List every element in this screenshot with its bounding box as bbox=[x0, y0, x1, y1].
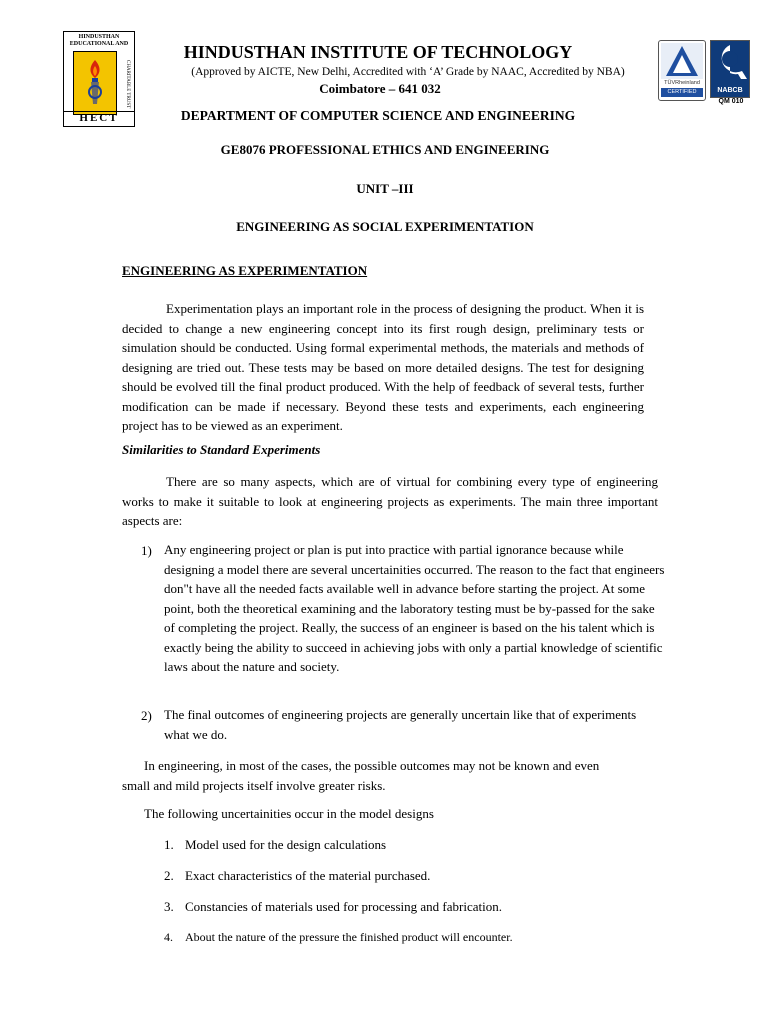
list-item: The final outcomes of engineering projects are generally uncertain like that of experiments what we do. bbox=[164, 707, 637, 742]
list-item bbox=[164, 899, 502, 915]
list-item-number: 2. bbox=[164, 868, 174, 883]
nabcb-text: NABCB bbox=[717, 87, 743, 94]
torch-emblem-icon bbox=[73, 51, 117, 115]
list-item-text: Constancies of materials used for processing and fabrication. bbox=[185, 899, 502, 914]
department-heading: DEPARTMENT OF COMPUTER SCIENCE AND ENGINEERING bbox=[180, 108, 576, 123]
topic-title: ENGINEERING AS SOCIAL EXPERIMENTATION bbox=[236, 219, 534, 234]
logo-top-text: HINDUSTHAN EDUCATIONAL AND bbox=[69, 34, 129, 47]
tuv-text: TÜVRheinland bbox=[664, 80, 700, 86]
uncertainties-intro: The following uncertainities occur in the model designs bbox=[144, 806, 434, 821]
q-mark-icon bbox=[711, 41, 749, 81]
city-line: Coimbatore – 641 032 bbox=[319, 81, 441, 96]
logo-bottom-text: HECT bbox=[64, 111, 134, 125]
course-title: GE8076 PROFESSIONAL ETHICS AND ENGINEERING bbox=[220, 142, 550, 157]
qm-code: QM 010 bbox=[718, 98, 744, 105]
tuv-triangle-icon bbox=[661, 43, 703, 79]
list-item bbox=[164, 837, 386, 853]
list-item-text: Exact characteristics of the material purchased. bbox=[185, 868, 431, 883]
list-item-number: 1) bbox=[141, 543, 152, 558]
unit-title: UNIT –III bbox=[356, 181, 414, 196]
aspects-intro-paragraph: There are so many aspects, which are of virtual for combining every type of engineering works to make it suitable to look at engineering projects as experiments. The main three important aspects are: bbox=[122, 474, 658, 528]
subsection-heading: Similarities to Standard Experiments bbox=[122, 442, 321, 457]
list-item-number: 2) bbox=[141, 708, 152, 723]
list-item-number: 3. bbox=[164, 899, 174, 914]
list-item-number: 4. bbox=[164, 930, 173, 944]
intro-paragraph: Experimentation plays an important role in the process of designing the product. When it is decided to change a new engineering concept into its first rough design, preliminary tests or simulation should be conducted. Using formal experimental methods, the materials and methods of designing are tried out. These tests may be based on more detailed designs. The test for designing should be evolved till the final product produced. With the help of feedback of several tests, further modification can be made if necessary. Beyond these tests and experiments, each engineering project has to be viewed as an experiment. bbox=[122, 301, 644, 433]
accreditation-line: (Approved by AICTE, New Delhi, Accredited with ‘A’ Grade by NAAC, Accredited by NBA) bbox=[191, 66, 625, 78]
list-item: Any engineering project or plan is put into practice with partial ignorance because while designing a model there are several uncertainities occurred. The reason to the fact that engineers don"t have all the needed facts available well in advance before starting the project. At some point, both the theoretical examining and the laboratory testing must be by-passed for the sake of completing the project. Really, the success of an engineer is based on the his talent which is exactly being the ability to succeed in achieving jobs with only a partial knowledge of scientific laws about the nature and society. bbox=[164, 542, 665, 674]
list-item bbox=[164, 930, 513, 945]
list-item bbox=[164, 868, 430, 884]
institute-name: HINDUSTHAN INSTITUTE OF TECHNOLOGY bbox=[183, 42, 573, 62]
tuv-certified-text: CERTIFIED bbox=[661, 88, 703, 97]
nabcb-logo bbox=[710, 40, 750, 98]
section-heading: ENGINEERING AS EXPERIMENTATION bbox=[122, 263, 368, 278]
list-item-number: 1. bbox=[164, 837, 174, 852]
logo-side-text: CHARITABLE TRUST bbox=[125, 59, 130, 109]
list-item-text: Model used for the design calculations bbox=[185, 837, 387, 852]
list-item-text: About the nature of the pressure the finished product will encounter. bbox=[185, 930, 513, 944]
outcomes-paragraph: In engineering, in most of the cases, the possible outcomes may not be known and even small and mild projects itself involve greater risks. bbox=[122, 758, 600, 793]
